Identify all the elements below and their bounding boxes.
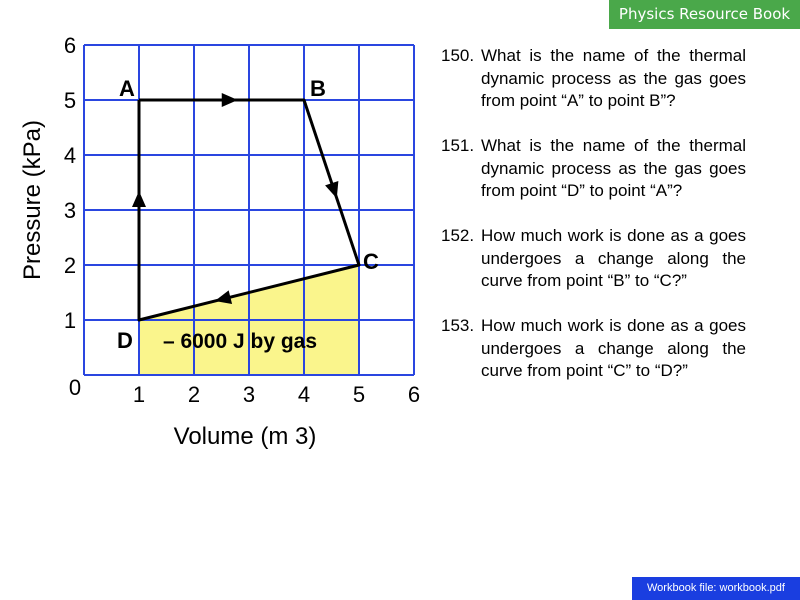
- x-axis-title: Volume (m 3): [173, 423, 317, 450]
- origin-label: 0: [68, 375, 82, 400]
- question-text: How much work is done as a goes undergoes a change along the curve from point “C” to “D?”: [481, 316, 746, 380]
- y-tick-label: 6: [63, 33, 77, 58]
- x-tick-label: 5: [352, 382, 366, 407]
- x-tick-label: 1: [132, 382, 146, 407]
- direction-arrow: [222, 93, 238, 107]
- y-tick-label: 1: [63, 308, 77, 333]
- question-text: What is the name of the thermal dynamic process as the gas goes from point “A” to point B”?: [481, 46, 746, 110]
- question-text: How much work is done as a goes undergoes a change along the curve from point “B” to “C?”: [481, 226, 746, 290]
- question-item: [441, 315, 746, 383]
- y-tick-label: 2: [63, 253, 77, 278]
- question-number: 153.: [441, 316, 475, 335]
- direction-arrow: [132, 191, 146, 207]
- point-label: B: [310, 76, 326, 101]
- point-label: C: [363, 249, 379, 274]
- resource-book-badge: Physics Resource Book: [609, 0, 800, 29]
- y-tick-label: 5: [63, 88, 77, 113]
- y-tick-label: 3: [63, 198, 77, 223]
- work-annotation: – 6000 J by gas: [162, 330, 318, 353]
- x-tick-label: 6: [407, 382, 421, 407]
- question-number: 150.: [441, 46, 475, 65]
- question-item: [441, 45, 746, 113]
- question-number: 152.: [441, 226, 475, 245]
- question-list: [441, 45, 746, 405]
- x-tick-label: 2: [187, 382, 201, 407]
- question-item: [441, 225, 746, 293]
- question-item: [441, 135, 746, 203]
- question-number: 151.: [441, 136, 475, 155]
- workbook-file-badge[interactable]: Workbook file: workbook.pdf: [632, 577, 800, 600]
- x-tick-label: 4: [297, 382, 311, 407]
- point-label: D: [117, 328, 133, 353]
- y-tick-label: 4: [63, 143, 77, 168]
- point-label: A: [119, 76, 135, 101]
- direction-arrow: [325, 181, 343, 201]
- x-tick-label: 3: [242, 382, 256, 407]
- question-text: What is the name of the thermal dynamic process as the gas goes from point “D” to point “A”?: [481, 136, 746, 200]
- y-axis-title: Pressure (kPa): [19, 119, 46, 281]
